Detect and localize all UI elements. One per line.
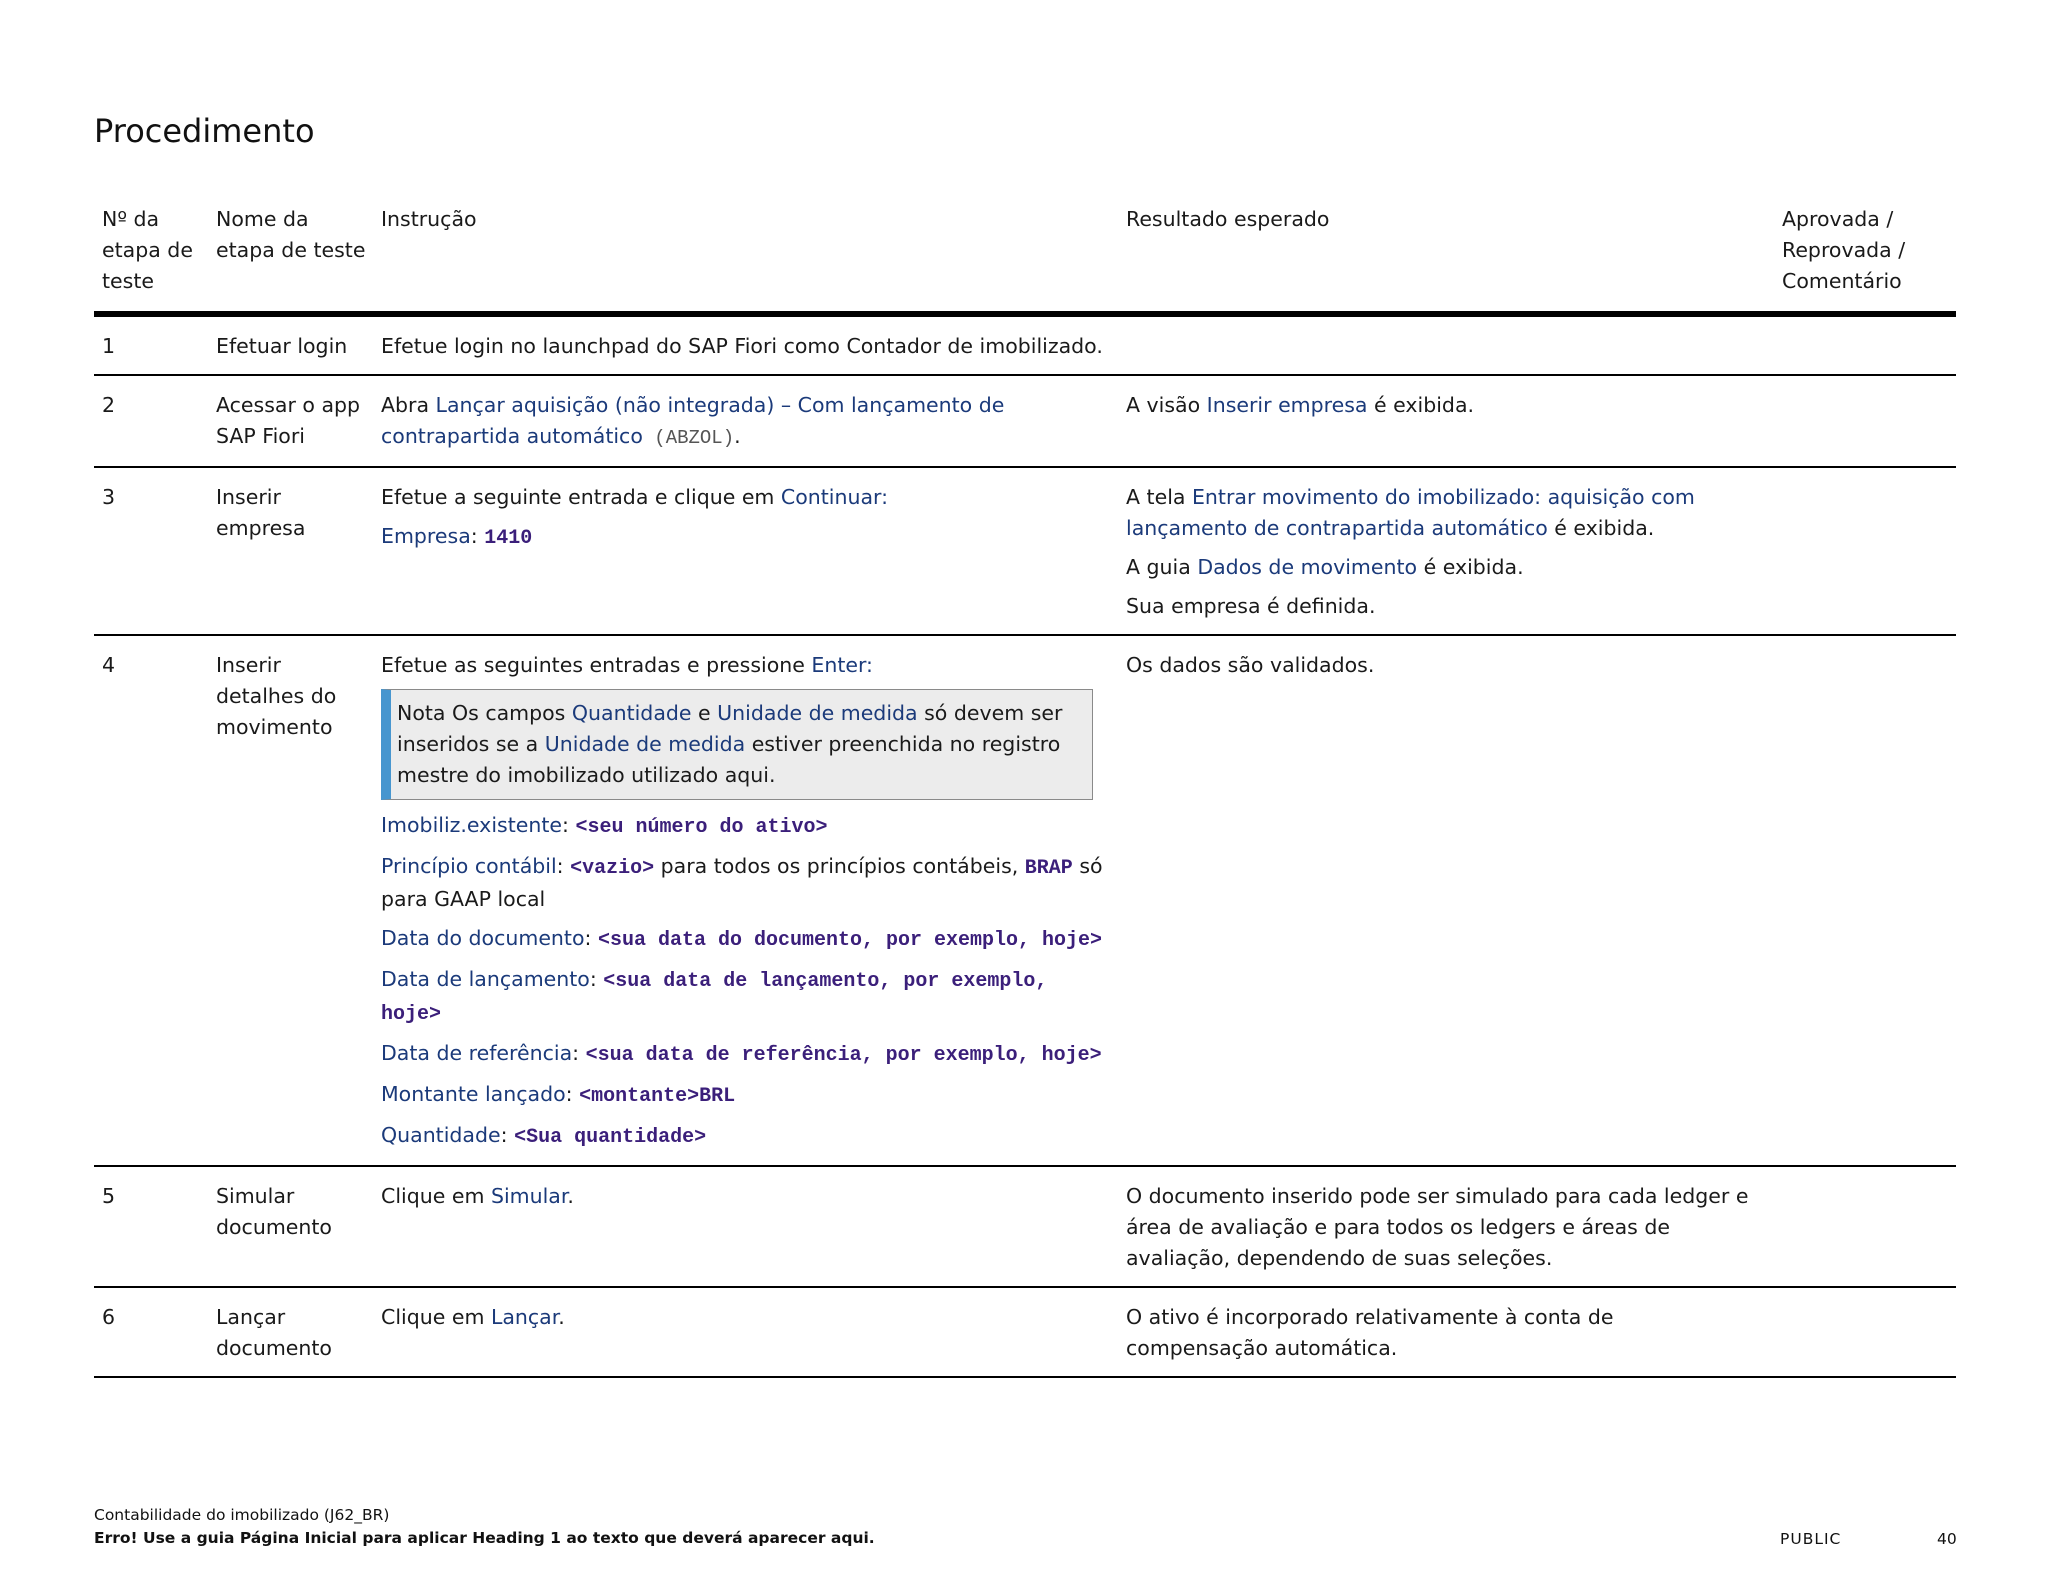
page-heading: Procedimento [94,112,315,150]
ui-term: Quantidade [571,701,692,725]
field-separator: : [572,1041,586,1065]
step-number: 4 [94,635,216,1166]
field-value: <sua data de referência, por exemplo, hoje> [585,1044,1102,1067]
instruction-end: . [558,1305,565,1329]
table-row [94,375,1956,467]
field-label: Data de lançamento [381,967,590,991]
instruction-text: Efetue a seguinte entrada e clique em [381,485,781,509]
field-value: 1410 [484,527,533,550]
field-value: <sua data de lançamento, por exemplo, hoje> [381,970,1048,1026]
field-value: <seu número do ativo> [575,816,828,839]
instruction-end: . [567,1184,574,1208]
field-label: Data do documento [381,926,585,950]
step-instruction [381,1166,1126,1287]
ui-term: Simular [490,1184,568,1208]
field-separator: : [470,524,485,548]
step-number: 3 [94,467,216,635]
field-label: Data de referência [381,1041,573,1065]
step-status [1774,467,1956,635]
step-result [1126,314,1774,375]
step-result [1126,375,1774,467]
step-status [1774,314,1956,375]
header-step-no: Nº da etapa de teste [94,204,216,314]
step-instruction: Efetue login no launchpad do SAP Fiori como Contador de imobilizado. [381,314,1126,375]
result-text: é exibida. [1547,516,1655,540]
step-name: Inserir detalhes do movimento [216,635,381,1166]
result-text: A guia [1126,555,1198,579]
field-label: Princípio contábil [381,854,557,878]
footer-error-text: Erro! Use a guia Página Inicial para aplicar Heading 1 ao texto que deverá aparecer aqui. [94,1529,875,1547]
app-name: Lançar aquisição (não integrada) – Com lançamento de contrapartida automático [381,393,1005,448]
ui-term: Dados de movimento [1197,555,1418,579]
footer-page-number: 40 [1937,1530,1957,1548]
result-text: A visão [1126,393,1207,417]
field-separator: : [556,854,571,878]
step-instruction [381,635,1126,1166]
result-text: é exibida. [1367,393,1475,417]
table-row [94,467,1956,635]
note-text: estiver preenchida no registro mestre do imobilizado utilizado aqui. [397,732,1061,787]
step-number: 5 [94,1166,216,1287]
step-status [1774,1287,1956,1377]
step-name: Acessar o app SAP Fiori [216,375,381,467]
field-separator: : [500,1123,515,1147]
table-row [94,635,1956,1166]
table-row [94,314,1956,375]
field-label: Quantidade [381,1123,501,1147]
app-id-code: (ABZOL) [642,427,735,449]
field-text: só para GAAP local [381,854,1103,911]
ui-term: Enter: [811,653,873,677]
ui-term: Unidade de medida [717,701,918,725]
field-separator: : [589,967,604,991]
step-name: Inserir empresa [216,467,381,635]
header-status: Aprovada / Reprovada / Comentário [1774,204,1956,314]
ui-term: Inserir empresa [1206,393,1368,417]
field-separator: : [565,1082,580,1106]
table-row [94,1287,1956,1377]
instruction-end: . [734,424,741,448]
table-row [94,1166,1956,1287]
footer-document-title: Contabilidade do imobilizado (J62_BR) [94,1506,390,1524]
note-text: e [691,701,718,725]
instruction-text: Abra [381,393,436,417]
footer-classification: PUBLIC [1780,1530,1842,1548]
field-text: para todos os princípios contábeis, [654,854,1025,878]
step-number: 6 [94,1287,216,1377]
header-result: Resultado esperado [1126,204,1774,314]
result-text: A tela [1126,485,1192,509]
note-text: Nota Os campos [397,701,572,725]
field-separator: : [584,926,598,950]
header-step-name: Nome da etapa de teste [216,204,381,314]
procedure-table [94,204,1956,1378]
result-text: é exibida. [1417,555,1524,579]
header-instruction: Instrução [381,204,1126,314]
step-result: Os dados são validados. [1126,635,1774,1166]
step-instruction [381,1287,1126,1377]
step-number: 2 [94,375,216,467]
instruction-text: Efetue as seguintes entradas e pressione [381,653,812,677]
field-label: Imobiliz.existente [381,813,562,837]
ui-term: Lançar [490,1305,559,1329]
field-label: Empresa [381,524,471,548]
field-label: Montante lançado [381,1082,566,1106]
step-name: Efetuar login [216,314,381,375]
step-result: O ativo é incorporado relativamente à conta de compensação automática. [1126,1287,1774,1377]
ui-term: Entrar movimento do imobilizado: aquisição com lançamento de contrapartida automático [1126,485,1695,540]
note-box [381,689,1093,800]
note-text: só devem ser inseridos se a [397,701,1063,756]
step-instruction [381,467,1126,635]
field-value: BRAP [1024,857,1073,880]
field-value: <Sua quantidade> [514,1126,707,1149]
instruction-text: Clique em [381,1305,491,1329]
field-value: <vazio> [570,857,655,880]
field-value: <montante>BRL [579,1085,736,1108]
step-result: O documento inserido pode ser simulado para cada ledger e área de avaliação e para todos os ledgers e áreas de avaliação, dependendo de suas seleções. [1126,1166,1774,1287]
step-result [1126,467,1774,635]
field-separator: : [562,813,576,837]
step-instruction [381,375,1126,467]
instruction-text: Clique em [381,1184,491,1208]
step-name: Simular documento [216,1166,381,1287]
step-number: 1 [94,314,216,375]
table-header-row [94,204,1956,314]
step-status [1774,375,1956,467]
field-value: <sua data do documento, por exemplo, hoje> [597,929,1103,952]
ui-term: Unidade de medida [544,732,746,756]
step-status [1774,635,1956,1166]
step-name: Lançar documento [216,1287,381,1377]
step-status [1774,1166,1956,1287]
ui-term: Continuar: [780,485,889,509]
result-text: Sua empresa é definida. [1126,594,1376,618]
